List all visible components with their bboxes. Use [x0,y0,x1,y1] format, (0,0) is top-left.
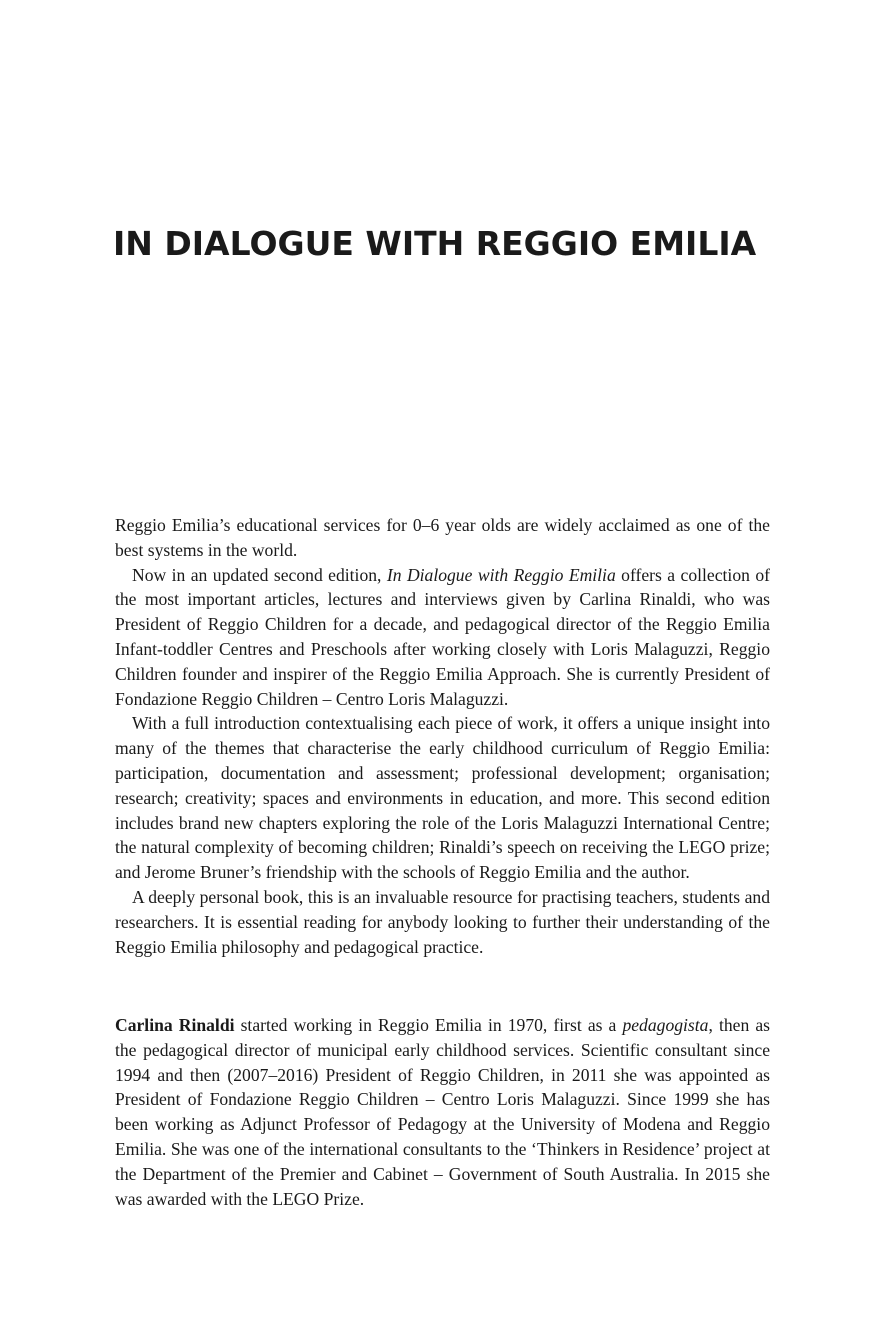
author-bio-rest: , then as the pedagogical director of municipal early childhood services. Scientific consultant since 1994 and then (2007–2016) President of Reggio Children, in 2011 she was appointed as President of Fondazione Reggio Children – Centro Loris Malaguzzi. Since 1999 she has been working as Adjunct Professor of Pedagogy at the University of Modena and Reggio Emilia. She was one of the international consultants to the ‘Thinkers in Residence’ project at the Department of the Premier and Cabinet – Government of South Australia. In 2015 she was awarded with the LEGO Prize. [115,1015,770,1209]
author-bio-lead: started working in Reggio Emilia in 1970, first as a [234,1015,623,1035]
blurb-paragraph-4: A deeply personal book, this is an invaluable resource for practising teachers, students and researchers. It is essential reading for anybody looking to further their understanding of the Reggio Emilia philosophy and pedagogical practice. [115,886,770,957]
author-name: Carlina Rinaldi [115,1015,235,1035]
book-title: IN DIALOGUE WITH REGGIO EMILIA [113,224,757,263]
blurb-paragraph-1: Reggio Emilia’s educational services for 0–6 year olds are widely acclaimed as one of the best systems in the world. [115,515,770,560]
blurb-paragraph-2-rest: offers a collection of the most important articles, lectures and interviews given by Carlina Rinaldi, who was President of Reggio Children for a decade, and pedagogical director of the Reggio Emilia Infant-toddler Centres and Preschools after working closely with Loris Malaguzzi, Reggio Children founder and inspirer of the Reggio Emilia Approach. She is currently President of Fondazione Reggio Children – Centro Loris Malaguzzi. [115,564,770,709]
blurb-paragraph-2-lead: Now in an updated second edition, [132,564,387,585]
blurb-paragraph-3: With a full introduction contextualising each piece of work, it offers a unique insight into many of the themes that characterise the early childhood curriculum of Reggio Emilia: participation, documentation and assessment; professional development; organisation; research; creativity; spaces and environments in education, and more. This second edition includes brand new chapters exploring the role of the Loris Malaguzzi International Centre; the natural complexity of becoming children; Rinaldi’s speech on receiving the LEGO prize; and Jerome Bruner’s friendship with the schools of Reggio Emilia and the author. [115,713,770,883]
book-title-italic: In Dialogue with Reggio Emilia [386,564,616,585]
author-bio-term: pedagogista [622,1015,709,1035]
author-bio [115,1013,770,1211]
author-bio-paragraph [115,1013,770,1211]
blurb-paragraph-2 [115,563,770,712]
book-blurb [115,513,770,959]
